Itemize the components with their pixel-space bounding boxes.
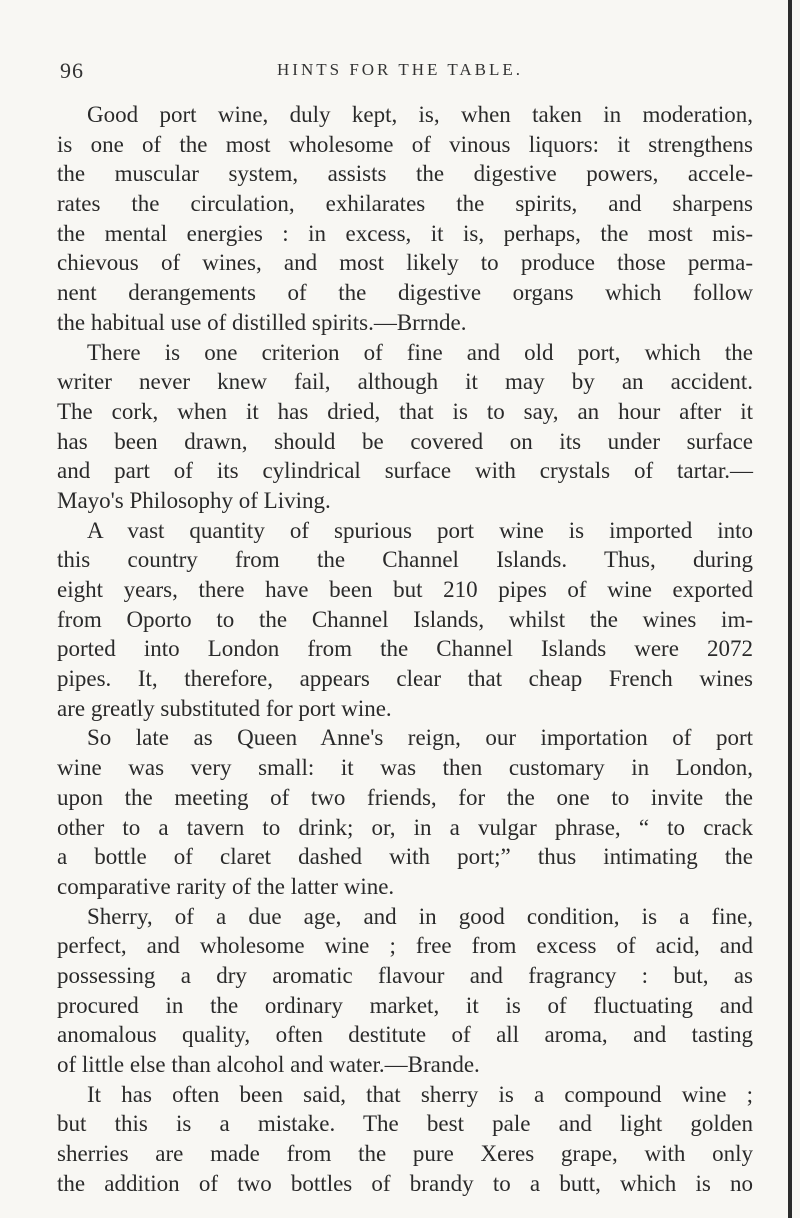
page-number: 96 [60,58,84,83]
paragraph [57,723,753,901]
text-line: pipes. It, therefore, appears clear that cheap French wines [57,666,753,692]
paragraph [57,100,753,338]
text-line: the habitual use of distilled spirits.—Brrnde. [57,309,467,335]
text-line: and part of its cylindrical surface with crystals of tartar.— [57,458,753,484]
text-line: possessing a dry aromatic flavour and fragrancy : but, as [57,962,753,988]
text-line: is one of the most wholesome of vinous liquors: it strengthens [57,131,753,157]
text-line: the mental energies : in excess, it is, perhaps, the most mis- [57,220,753,246]
text-line: of little else than alcohol and water.—Brande. [57,1052,480,1077]
text-line: the muscular system, assists the digestive powers, accele- [57,161,753,187]
text-line: but this is a mistake. The best pale and light golden [57,1111,753,1137]
text-line: anomalous quality, often destitute of all aroma, and tasting [57,1022,753,1048]
text-line: Sherry, of a due age, and in good condition, is a fine, [87,903,753,929]
text-line: A vast quantity of spurious port wine is imported into [87,517,753,543]
body-text [57,100,753,1198]
text-line: are greatly substituted for port wine. [57,695,392,721]
running-title: HINTS FOR THE TABLE. [277,60,523,79]
text-line: Good port wine, duly kept, is, when taken in moderation, [87,102,753,127]
text-line: has been drawn, should be covered on its under surface [57,428,753,454]
text-line: upon the meeting of two friends, for the one to invite the [57,784,753,810]
text-line: There is one criterion of fine and old port, which the [87,339,753,365]
page-edge [788,0,792,1218]
text-line: from Oporto to the Channel Islands, whilst the wines im- [57,606,753,632]
text-line: So late as Queen Anne's reign, our importation of port [87,725,753,751]
text-line: procured in the ordinary market, it is of fluctuating and [57,992,753,1018]
text-line: this country from the Channel Islands. Thus, during [57,547,753,573]
text-line: wine was very small: it was then customary in London, [57,755,753,781]
text-line: perfect, and wholesome wine ; free from excess of acid, and [57,933,753,959]
text-line: The cork, when it has dried, that is to say, an hour after it [57,398,753,424]
text-line: nent derangements of the digestive organs which follow [57,280,753,306]
text-line: a bottle of claret dashed with port;” thus intimating the [57,844,753,870]
paragraph [57,1080,753,1199]
page-header [0,58,800,88]
text-line: ported into London from the Channel Islands were 2072 [57,636,753,662]
text-line: comparative rarity of the latter wine. [57,873,395,899]
text-line: the addition of two bottles of brandy to a butt, which is no [57,1170,753,1196]
text-line: Mayo's Philosophy of Living. [57,487,331,513]
paragraph [57,338,753,516]
paragraph [57,516,753,724]
text-line: rates the circulation, exhilarates the spirits, and sharpens [57,191,753,217]
text-line: writer never knew fail, although it may by an accident. [57,369,753,395]
text-line: sherries are made from the pure Xeres grape, with only [57,1141,753,1167]
text-line: eight years, there have been but 210 pipes of wine exported [57,577,753,602]
text-line: other to a tavern to drink; or, in a vulgar phrase, “ to crack [57,814,753,840]
text-line: It has often been said, that sherry is a compound wine ; [87,1081,753,1107]
paragraph [57,902,753,1080]
text-line: chievous of wines, and most likely to produce those perma- [57,250,753,276]
